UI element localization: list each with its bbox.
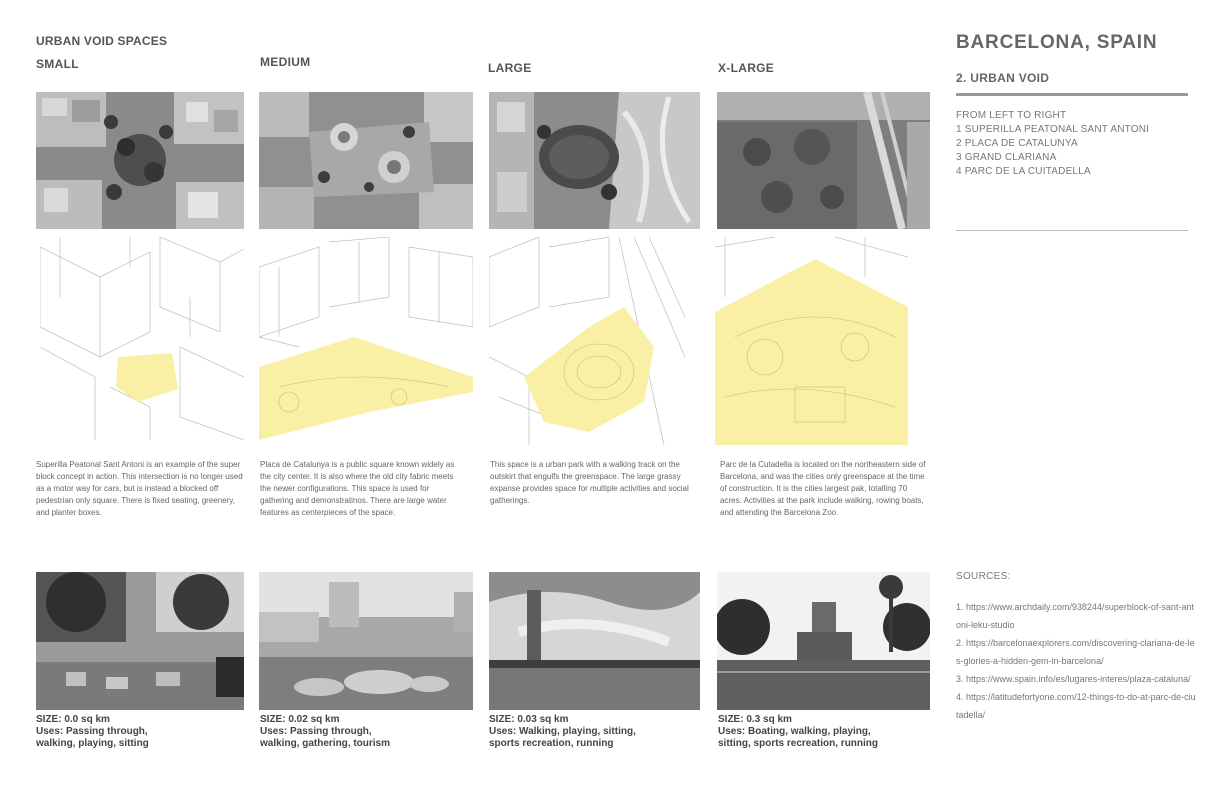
uses-label: Uses: Walking, playing, sitting, xyxy=(489,726,636,737)
ground-photo-small xyxy=(36,572,244,710)
sources-list xyxy=(956,598,1196,724)
column-title-medium: MEDIUM xyxy=(260,55,311,69)
column-title-xlarge: X-LARGE xyxy=(718,61,775,75)
column-title-small: SMALL xyxy=(36,57,79,71)
aerial-photo-medium xyxy=(259,92,473,229)
site-list xyxy=(956,109,1149,179)
page-title: URBAN VOID SPACES xyxy=(36,34,168,48)
ground-photo-xlarge xyxy=(717,572,930,710)
axon-diagram-large xyxy=(489,237,685,445)
aerial-photo-small xyxy=(36,92,244,229)
description-xlarge: Parc de la Cutadella is located on the northeastern side of Barcelona, and was the cities only greenspace at the time of construction. It is the cities largest pak, totalling 70 acres. Activities at the park include walking, rowing boats, and attending the Barcelona Zoo. xyxy=(720,460,926,517)
section-title: 2. URBAN VOID xyxy=(956,71,1050,85)
ground-photo-large xyxy=(489,572,700,710)
description-medium: Placa de Catalunya is a public square known widely as the city center. It is also where the old city fabric meets the newer configurations. This space is used for gathering and demonstratinos. There are large water features as centerpieces of the space. xyxy=(260,460,455,517)
divider xyxy=(956,230,1188,231)
uses-label: Uses: Boating, walking, playing, xyxy=(718,726,871,737)
description-large: This space is a urban park with a walking track on the outskirt that engulfs the greenspace. The large grassy expanse provides space for multiple activities and social gatherings. xyxy=(490,460,689,505)
list-item: 2 PLACA DE CATALUNYA xyxy=(956,138,1078,149)
axon-diagram-medium xyxy=(259,237,473,440)
column-title-large: LARGE xyxy=(488,61,532,75)
meta-small xyxy=(36,714,149,750)
aerial-photo-large xyxy=(489,92,700,229)
list-item: 3 GRAND CLARIANA xyxy=(956,152,1057,163)
size-label: SIZE: 0.3 sq km xyxy=(718,714,792,725)
size-label: SIZE: 0.03 sq km xyxy=(489,714,569,725)
divider xyxy=(956,93,1188,96)
uses-label: walking, gathering, tourism xyxy=(260,738,391,749)
uses-label: sports recreation, running xyxy=(489,738,614,749)
uses-label: sitting, sports recreation, running xyxy=(718,738,879,749)
source-link[interactable]: 4. https://latitudefortyone.com/12-things-to-do-at-parc-de-ciutadella/ xyxy=(956,692,1196,720)
meta-large xyxy=(489,714,636,750)
ground-photo-medium xyxy=(259,572,473,710)
axon-diagram-small xyxy=(40,237,244,440)
axon-diagram-xlarge xyxy=(715,237,908,445)
source-link[interactable]: 2. https://barcelonaexplorers.com/discovering-clariana-de-les-glories-a-hidden-gem-in-barcelona/ xyxy=(956,638,1195,666)
meta-medium xyxy=(260,714,390,750)
uses-label: walking, playing, sitting xyxy=(36,738,149,749)
size-label: SIZE: 0.0 sq km xyxy=(36,714,110,725)
list-item: 1 SUPERILLA PEATONAL SANT ANTONI xyxy=(956,124,1150,135)
sources-label: SOURCES: xyxy=(956,571,1011,582)
source-link[interactable]: 3. https://www.spain.info/es/lugares-interes/plaza-cataluna/ xyxy=(956,674,1191,684)
size-label: SIZE: 0.02 sq km xyxy=(260,714,340,725)
uses-label: Uses: Passing through, xyxy=(36,726,148,737)
list-item: 4 PARC DE LA CUITADELLA xyxy=(956,166,1091,177)
source-link[interactable]: 1. https://www.archdaily.com/938244/superblock-of-sant-antoni-leku-studio xyxy=(956,602,1194,630)
aerial-photo-xlarge xyxy=(717,92,930,229)
description-small: Superilla Peatonal Sant Antoni is an example of the super block concept in action. This intersection is no longer used as a motor way for cars, but is instead a blocked off pedestrian only square. There is fixed seating, greenery, and planter boxes. xyxy=(36,460,243,517)
list-item: FROM LEFT TO RIGHT xyxy=(956,110,1067,121)
meta-xlarge xyxy=(718,714,878,750)
uses-label: Uses: Passing through, xyxy=(260,726,372,737)
city-title: BARCELONA, SPAIN xyxy=(956,32,1158,53)
